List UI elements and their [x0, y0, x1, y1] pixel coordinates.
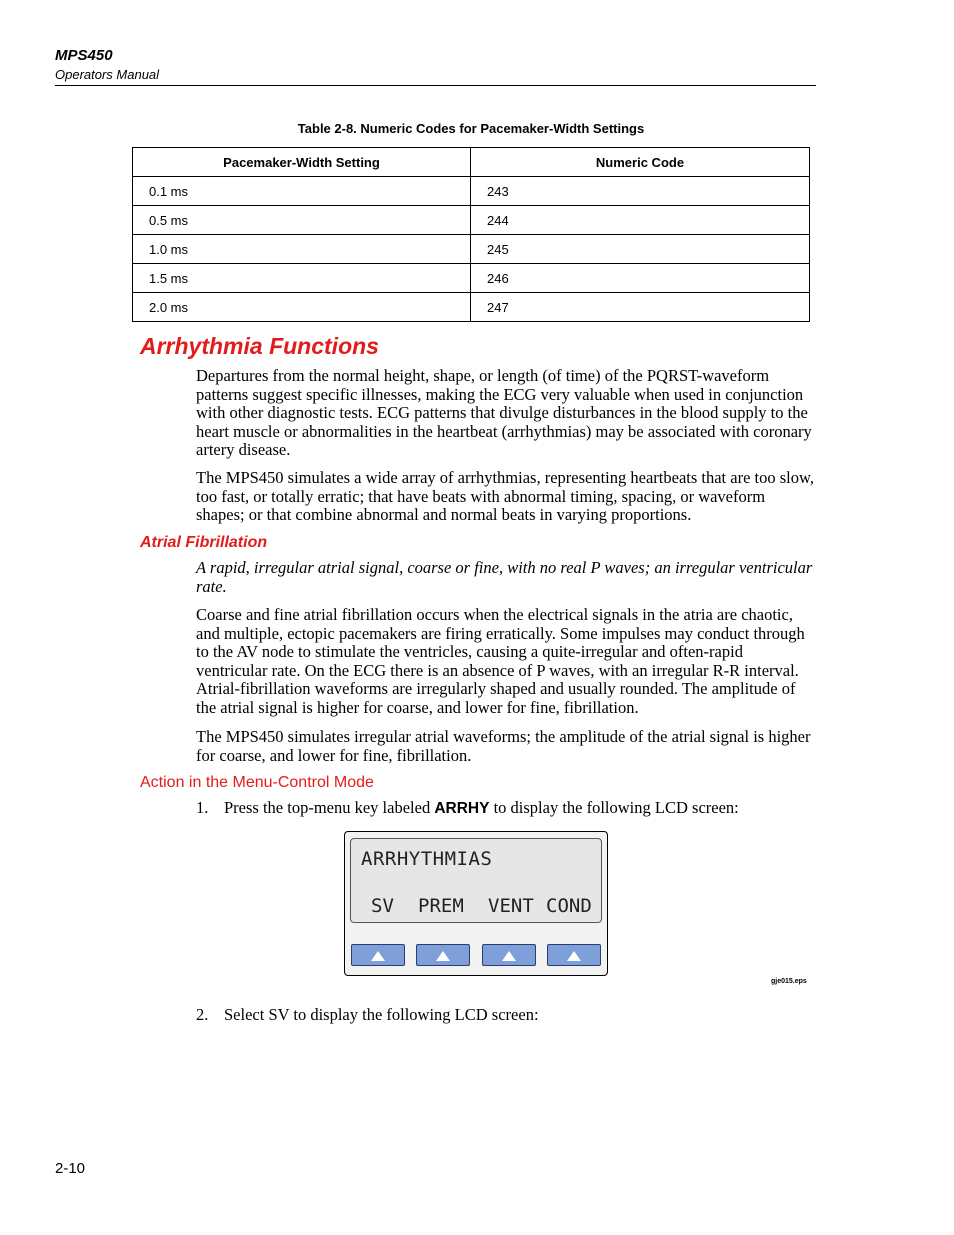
up-arrow-icon [567, 951, 581, 961]
table-caption: Table 2-8. Numeric Codes for Pacemaker-Width Settings [297, 121, 645, 136]
table-cell: 245 [471, 235, 810, 264]
header-divider [55, 85, 816, 86]
step-text: Select SV to display the following LCD screen: [224, 1005, 539, 1024]
table-cell: 1.0 ms [133, 235, 471, 264]
manual-subtitle: Operators Manual [55, 67, 160, 82]
section-heading: Arrhythmia Functions [140, 333, 379, 359]
table-cell: 244 [471, 206, 810, 235]
lcd-screen [350, 838, 602, 923]
column-header: Numeric Code [471, 148, 810, 177]
table-row [133, 177, 810, 206]
table-row [133, 293, 810, 322]
lcd-label-vent: VENT [488, 895, 534, 917]
table-row [133, 206, 810, 235]
up-arrow-icon [502, 951, 516, 961]
intro-paragraph: Departures from the normal height, shape, or length (of time) of the PQRST-waveform patterns suggest specific illnesses, making the ECG very valuable when used in conjunction with other diagnostic tests. ECG patterns that divulge disturbances in the blood supply to the heart muscle or abnormalities in the heartbeat (arrhythmias) may be associated with coronary artery disease. [196, 366, 812, 460]
simulation-paragraph: The MPS450 simulates a wide array of arrhythmias, representing heartbeats that are too slow, too fast, or totally erratic; that have beats with abnormal timing, spacing, or waveform shapes; or that combine abnormal and normal beats in varying proportions. [196, 468, 814, 525]
table-row [133, 235, 810, 264]
step-text: Press the top-menu key labeled [224, 798, 435, 817]
up-arrow-icon [436, 951, 450, 961]
step-number: 1. [196, 798, 209, 817]
table-cell: 1.5 ms [133, 264, 471, 293]
table-header-row [133, 148, 810, 177]
table-cell: 0.5 ms [133, 206, 471, 235]
step-number: 2. [196, 1005, 209, 1024]
fibrillation-paragraph: Coarse and fine atrial fibrillation occurs when the electrical signals in the atria are chaotic, and multiple, ectopic pacemakers are firing erratically. Some impulses may conduct through to the AV node to stimulate the ventricles, causing a quite-irregular and often-rapid ventricular rate. On the ECG there is an absence of P waves, with an irregular R-R interval. Atrial-fibrillation waveforms are irregularly shaped and usually rounded. The amplitude of the atrial signal is higher for coarse, and lower for fine, fibrillation. [196, 605, 805, 717]
table-cell: 247 [471, 293, 810, 322]
step-2 [196, 1006, 539, 1025]
figure-id: gje015.eps [771, 978, 807, 985]
step-text: to display the following LCD screen: [489, 798, 739, 817]
pacemaker-width-table [132, 147, 810, 322]
arrhy-key-label: ARRHY [434, 800, 490, 817]
softkey-sv-button[interactable] [351, 944, 405, 966]
table-row [133, 264, 810, 293]
definition-paragraph: A rapid, irregular atrial signal, coarse or fine, with no real P waves; an irregular ventricular rate. [196, 558, 813, 596]
step-1 [196, 799, 739, 819]
table-cell: 243 [471, 177, 810, 206]
table-cell: 2.0 ms [133, 293, 471, 322]
amplitude-paragraph: The MPS450 simulates irregular atrial waveforms; the amplitude of the atrial signal is higher for coarse, and lower for fine, fibrillation. [196, 727, 811, 765]
lcd-panel [344, 831, 608, 976]
softkey-vent-button[interactable] [482, 944, 536, 966]
lcd-title: ARRHYTHMIAS [361, 848, 493, 870]
softkey-cond-button[interactable] [547, 944, 601, 966]
manual-title: MPS450 [55, 47, 113, 64]
lcd-label-prem: PREM [418, 895, 464, 917]
lcd-label-sv: SV [371, 895, 394, 917]
table-cell: 0.1 ms [133, 177, 471, 206]
page-number: 2-10 [55, 1160, 86, 1177]
lcd-label-cond: COND [546, 895, 592, 917]
up-arrow-icon [371, 951, 385, 961]
table-cell: 246 [471, 264, 810, 293]
action-heading: Action in the Menu-Control Mode [140, 774, 374, 791]
column-header: Pacemaker-Width Setting [133, 148, 471, 177]
softkey-prem-button[interactable] [416, 944, 470, 966]
subsection-heading: Atrial Fibrillation [140, 534, 268, 551]
